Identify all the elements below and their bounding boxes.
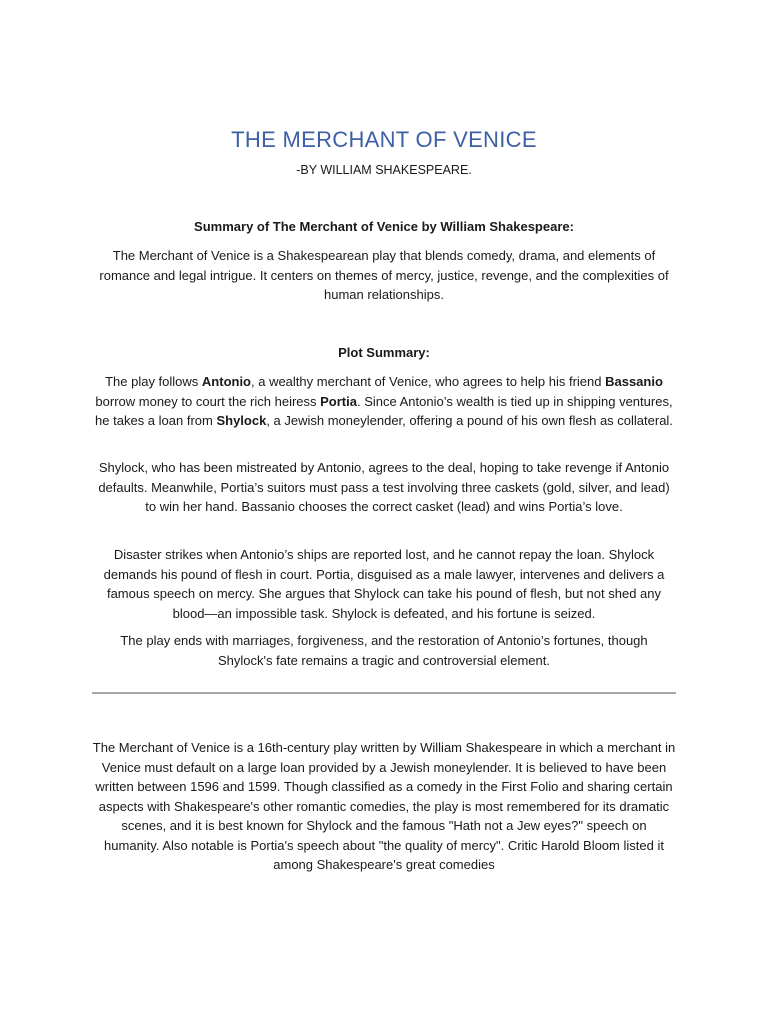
plot-paragraph-1 bbox=[92, 372, 676, 431]
plot-paragraph-3: Disaster strikes when Antonio’s ships are reported lost, and he cannot repay the loan. Shylock demands his pound of flesh in court. Portia, disguised as a male lawyer, intervenes and delivers a famous speech on mercy. She argues that Shylock can take his pound of flesh, but not shed any blood—an impossible task. Shylock is defeated, and his fortune is seized. bbox=[103, 547, 665, 621]
plot-p1-text-5: , a Jewish moneylender, offering a pound of his own flesh as collateral. bbox=[266, 413, 673, 428]
plot-paragraph-2: Shylock, who has been mistreated by Antonio, agrees to the deal, hoping to take revenge if Antonio defaults. Meanwhile, Portia’s suitors must pass a test involving three caskets (gold, silver, and lead) to win her hand. Bassanio chooses the correct casket (lead) and wins Portia’s love. bbox=[98, 460, 670, 514]
plot-paragraph-4: The play ends with marriages, forgiveness, and the restoration of Antonio’s fortunes, though Shylock's fate remains a tragic and controversial element. bbox=[120, 633, 648, 668]
summary-paragraph: The Merchant of Venice is a Shakespearean play that blends comedy, drama, and elements of romance and legal intrigue. It centers on themes of mercy, justice, revenge, and the complexities of human relationships. bbox=[99, 248, 669, 302]
summary-heading: Summary of The Merchant of Venice by William Shakespeare: bbox=[194, 219, 574, 234]
name-bassanio: Bassanio bbox=[605, 374, 663, 389]
about-paragraph: The Merchant of Venice is a 16th-century play written by William Shakespeare in which a merchant in Venice must default on a large loan provided by a Jewish moneylender. It is believed to have been written between 1596 and 1599. Though classified as a comedy in the First Folio and sharing certain aspects with Shakespeare's other romantic comedies, the play is most remembered for its dramatic scenes, and it is best known for Shylock and the famous "Hath not a Jew eyes?" speech on humanity. Also notable is Portia's speech about "the quality of mercy". Critic Harold Bloom listed it among Shakespeare's great comedies bbox=[92, 740, 676, 872]
plot-p1-text-4: . Since Antonio’s wealth is tied up in shipping ventures, he takes a loan from bbox=[95, 393, 673, 428]
document-title: THE MERCHANT OF VENICE bbox=[231, 127, 537, 152]
name-portia: Portia bbox=[320, 393, 357, 409]
plot-p1-text-2: , a wealthy merchant of Venice, who agrees to help his friend bbox=[251, 374, 606, 389]
plot-p1-text-3: borrow money to court the rich heiress bbox=[95, 393, 321, 409]
plot-summary-heading: Plot Summary: bbox=[338, 345, 430, 360]
name-shylock: Shylock bbox=[216, 413, 267, 428]
horizontal-divider bbox=[92, 692, 676, 694]
author-byline: -BY WILLIAM SHAKESPEARE. bbox=[296, 163, 472, 177]
name-antonio: Antonio bbox=[201, 374, 251, 389]
plot-p1-text-1: The play follows bbox=[105, 374, 202, 389]
